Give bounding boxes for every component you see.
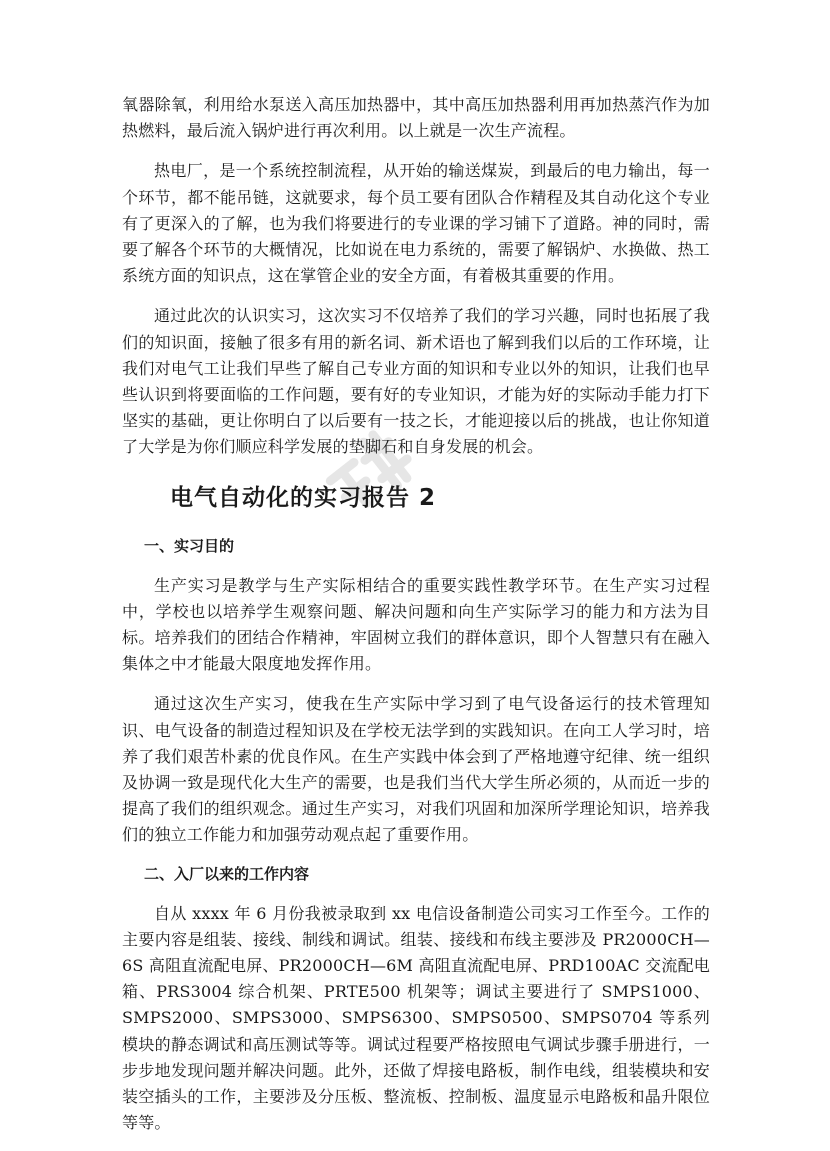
- paragraph: 自从 xxxx 年 6 月份我被录取到 xx 电信设备制造公司实习工作至今。工作的主要内容是组装、接线、制线和调试。组装、接线和布线主要涉及 PR2000CH—6S 高阻直流配电屏、PR2000CH—6M 高阻直流配电屏、PRD100AC 交流配电箱、PRS3004 综合机架、PRTE500 机架等；调试主要进行了 SMPS1000、SMPS2000、SMPS3000、SMPS6300、SMPS0500、SMPS0704 等系列模块的静态调试和高压测试等等。调试过程要严格按照电气调试步骤手册进行，一步步地发现问题并解决问题。此外，还做了焊接电路板，制作电线，组装模块和安装空插头的工作，主要涉及分压板、整流板、控制板、温度显示电路板和晶升限位等等。: [122, 903, 710, 1133]
- paragraph: 通过此次的认识实习，这次实习不仅培养了我们的学习兴趣，同时也拓展了我们的知识面，接触了很多有用的新名词、新术语也了解到我们以后的工作环境，让我们对电气工让我们早些了解自己专业方面的知识和专业以外的知识，让我们也早些认识到将要面临的工作问题，要有好的专业知识，才能为好的实际动手能力打下坚实的基础，更让你明白了以后要有一技之长，才能迎接以后的挑战，也让你知道了大学是为你们顺应科学发展的垫脚石和自身发展的机会。: [122, 306, 710, 457]
- paragraph: 热电厂，是一个系统控制流程，从开始的输送煤炭，到最后的电力输出，每一个环节，都不能吊链，这就要求，每个员工要有团队合作精程及其自动化这个专业有了更深入的了解，也为我们将要进行的专业课的学习铺下了道路。神的同时，需要了解各个环节的大概情况，比如说在电力系统的，需要了解锅炉、水换做、热工系统方面的知识点，这在掌管企业的安全方面，有着极其重要的作用。: [122, 161, 710, 286]
- paragraph: 生产实习是教学与生产实际相结合的重要实践性教学环节。在生产实习过程中，学校也以培养学生观察问题、解决问题和向生产实际学习的能力和方法为目标。培养我们的团结合作精神，牢固树立我们的群体意识，即个人智慧只有在融入集体之中才能最大限度地发挥作用。: [122, 575, 710, 674]
- document-body: [122, 92, 710, 1151]
- paragraph: 氧器除氧，利用给水泵送入高压加热器中，其中高压加热器利用再加热蒸汽作为加热燃料，最后流入锅炉进行再次利用。以上就是一次生产流程。: [122, 95, 710, 141]
- section-heading-purpose: 一、实习目的: [144, 536, 235, 555]
- paragraph: 通过这次生产实习，使我在生产实际中学习到了电气设备运行的技术管理知识、电气设备的制造过程知识及在学校无法学到的实践知识。在向工人学习时，培养了我们艰苦朴素的优良作风。在生产实践中体会到了严格地遵守纪律、统一组织及协调一致是现代化大生产的需要，也是我们当代大学生所必须的，从而近一步的提高了我们的组织观念。通过生产实习，对我们巩固和加深所学理论知识，培养我们的独立工作能力和加强劳动观点起了重要作用。: [122, 694, 710, 845]
- report-title: 电气自动化的实习报告 2: [170, 484, 437, 511]
- section-heading-work-content: 二、入厂以来的工作内容: [144, 864, 310, 883]
